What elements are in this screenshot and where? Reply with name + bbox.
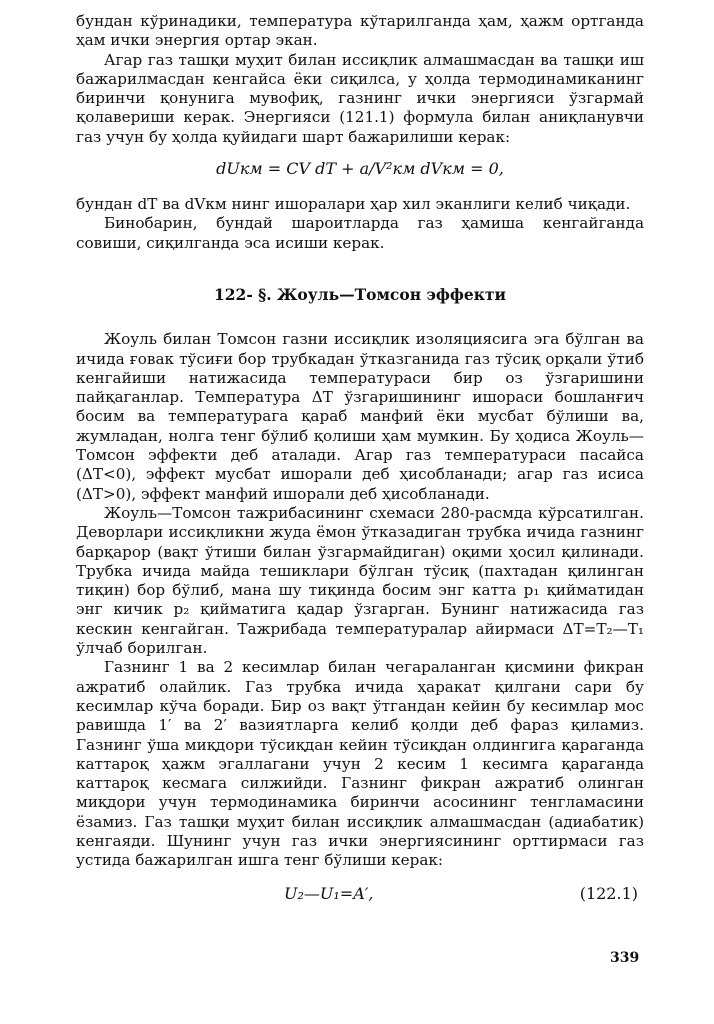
formula-121: dUкм = CV dT + a/V²км dVкм = 0, <box>216 159 504 179</box>
paragraph-5: Жоуль билан Томсон газни иссиқлик изоляциясига эга бўлган ва ичида ғовак тўсиғи бор трубкадан ўтказганида газ тўсиқ орқали ўтиб кенгайиши натижасида температураси бир оз ўзгаришини пайқаганлар. Температура ΔT ўзгаришининг ишораси бошланғич босим ва температурага қараб манфий ёки мусбат бўлиши ва, жумладан, нолга тенг бўлиб қолиши ҳам мумкин. Бу ҳодиса Жоуль—Томсон эффекти деб аталади. Агар газ температураси пасайса (ΔT<0), эффект мусбат ишорали деб ҳисобланади; агар газ исиса (ΔT>0), эффект манфий ишорали деб ҳисобланади. <box>76 330 644 503</box>
section-heading: 122- §. Жоуль—Томсон эффекти <box>213 284 507 304</box>
page-number: 339 <box>610 950 640 966</box>
paragraph-4: Бинобарин, бундай шароитларда газ ҳамиша кенгайганда совиши, сиқилганда эса исиши керак. <box>76 214 644 252</box>
paragraph-1: бундан кўринадики, температура кўтарилганда ҳам, ҳажм ортганда ҳам ички энергия ортар экан. <box>76 12 644 50</box>
page-body <box>76 12 644 907</box>
paragraph-3: бундан dT ва dVкм нинг ишоралари ҳар хил эканлиги келиб чиқади. <box>76 195 631 214</box>
equation-row <box>76 881 644 907</box>
equation-number: (122.1) <box>579 883 638 903</box>
formula-122: U₂—U₁=A′, <box>284 883 374 903</box>
paragraph-7: Газнинг 1 ва 2 кесимлар билан чегараланган қисмини фикран ажратиб олайлик. Газ трубка ичида ҳаракат қилгани сари бу кесимлар кўча боради. Бир оз вақт ўтгандан кейин бу кесимлар мос равишда 1′ ва 2′ вазиятларга келиб қолди деб фараз қиламиз. Газнинг ўша миқдори тўсиқдан кейин тўсиқдан олдингига қараганда каттароқ ҳажм эгаллагани учун 2 кесим 1 кесимга қараганда каттароқ кесмага силжийди. Газнинг фикран ажратиб олинган миқдори учун термодинамика биринчи асосининг тенгламасини ёзамиз. Газ ташқи муҳит билан иссиқлик алмашмасдан (адиабатик) кенгаяди. Шунинг учун газ ички энергиясининг орттирмаси газ устида бажарилган ишга тенг бўлиши керак: <box>76 658 644 870</box>
paragraph-2: Агар газ ташқи муҳит билан иссиқлик алмашмасдан ва ташқи иш бажарилмасдан кенгайса ёки сиқилса, у ҳолда термодинамиканинг биринчи қонунига мувофиқ, газнинг ички энергияси ўзгармай қолавериши керак. Энергияси (121.1) формула билан аниқланувчи газ учун бу ҳолда қуйидаги шарт бажарилиши керак: <box>76 50 644 146</box>
paragraph-6: Жоуль—Томсон тажрибасининг схемаси 280-расмда кўрсатилган. Деворлари иссиқликни жуда ёмон ўтказадиган трубка ичида газнинг барқарор (вақт ўтиши билан ўзгармайдиган) оқими ҳосил қилинади. Трубка ичида майда тешиклари бўлган тўсиқ (пахтадан қилинган тиқин) бор бўлиб, мана шу тиқинда босим энг катта p₁ қийматидан энг кичик p₂ қийматига қадар ўзгарган. Бунинг натижасида газ кескин кенгайган. Тажрибада температуралар айирмаси ΔT=T₂—T₁ ўлчаб борилган. <box>76 503 644 658</box>
